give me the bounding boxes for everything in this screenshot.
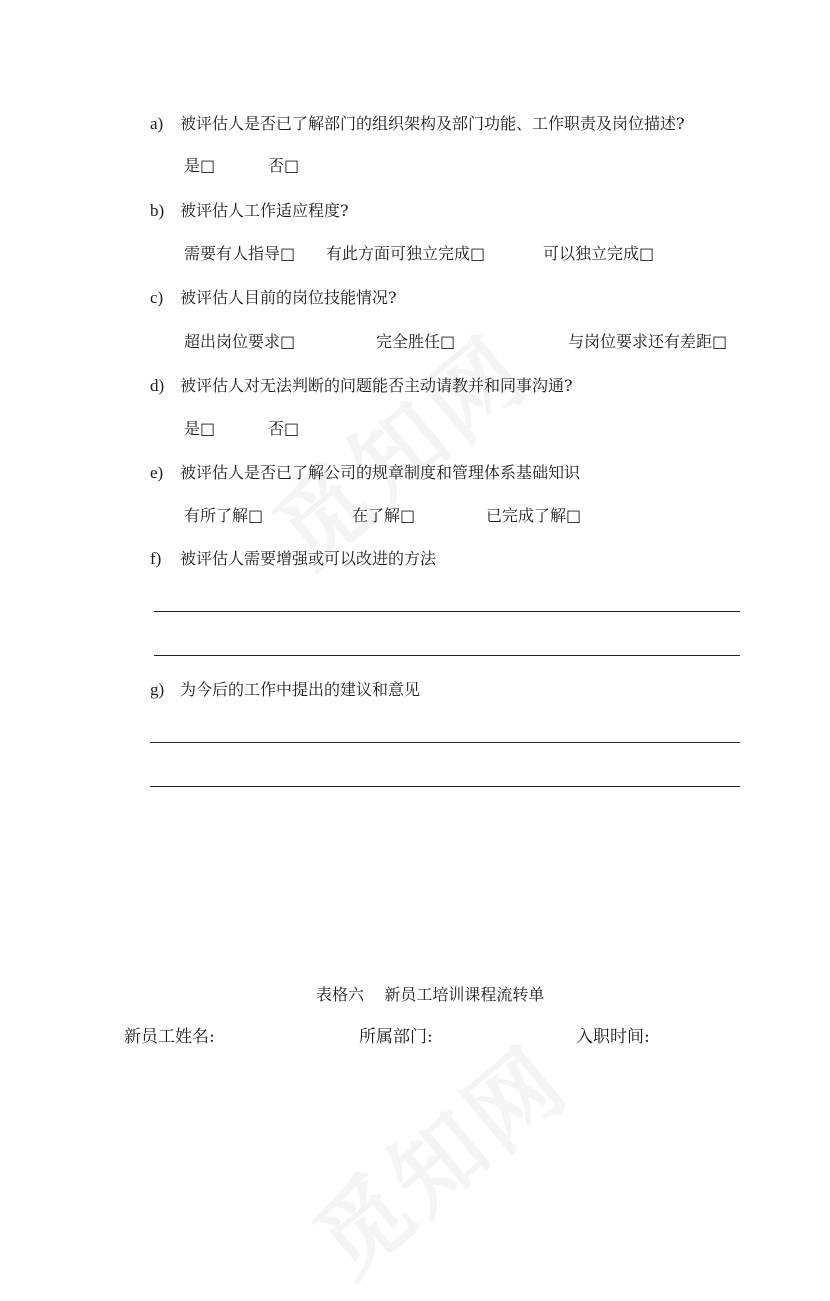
question-c-text: 被评估人目前的岗位技能情况? — [180, 288, 397, 307]
option-b-partly-independent[interactable]: 有此方面可独立完成□ — [326, 244, 486, 263]
question-c — [150, 288, 397, 308]
option-b-independent[interactable]: 可以独立完成□ — [543, 244, 655, 263]
department-label: 所属部门: — [359, 1027, 433, 1047]
new-employee-name-label: 新员工姓名: — [124, 1027, 215, 1047]
question-e — [150, 463, 580, 483]
form-title: 表格六 新员工培训课程流转单 — [316, 985, 545, 1004]
question-c-label: c) — [150, 288, 164, 307]
answer-line-g-1[interactable] — [150, 742, 740, 743]
question-d-label: d) — [150, 376, 165, 395]
question-b-label: b) — [150, 201, 165, 220]
question-d-text: 被评估人对无法判断的问题能否主动请教并和同事沟通? — [180, 376, 573, 395]
watermark-bottom — [282, 1011, 592, 1301]
question-d — [150, 376, 573, 396]
question-b — [150, 201, 349, 221]
option-c-exceeds[interactable]: 超出岗位要求□ — [184, 332, 296, 351]
option-b-need-guidance[interactable]: 需要有人指导□ — [184, 244, 296, 263]
question-f — [150, 549, 436, 569]
question-a-text: 被评估人是否已了解部门的组织架构及部门功能、工作职责及岗位描述? — [180, 114, 685, 133]
join-date-label: 入职时间: — [576, 1027, 650, 1047]
option-c-competent[interactable]: 完全胜任□ — [376, 332, 456, 351]
option-a-no[interactable]: 否□ — [268, 156, 300, 175]
question-e-label: e) — [150, 463, 164, 482]
question-f-text: 被评估人需要增强或可以改进的方法 — [180, 549, 437, 568]
question-e-text: 被评估人是否已了解公司的规章制度和管理体系基础知识 — [180, 463, 581, 482]
answer-line-f-2[interactable] — [154, 655, 740, 656]
question-g-label: g) — [150, 680, 165, 699]
option-a-yes[interactable]: 是□ — [184, 156, 216, 175]
answer-line-g-2[interactable] — [150, 786, 740, 787]
answer-line-f-1[interactable] — [154, 611, 740, 612]
option-d-no[interactable]: 否□ — [268, 419, 300, 438]
question-b-text: 被评估人工作适应程度? — [180, 201, 349, 220]
option-d-yes[interactable]: 是□ — [184, 419, 216, 438]
option-e-somewhat[interactable]: 有所了解□ — [184, 506, 264, 525]
question-a — [150, 114, 685, 134]
option-e-completed[interactable]: 已完成了解□ — [486, 506, 582, 525]
question-f-label: f) — [150, 549, 162, 568]
question-g — [150, 680, 420, 700]
option-c-gap[interactable]: 与岗位要求还有差距□ — [568, 332, 728, 351]
question-a-label: a) — [150, 114, 164, 133]
question-g-text: 为今后的工作中提出的建议和意见 — [180, 680, 421, 699]
option-e-learning[interactable]: 在了解□ — [352, 506, 416, 525]
